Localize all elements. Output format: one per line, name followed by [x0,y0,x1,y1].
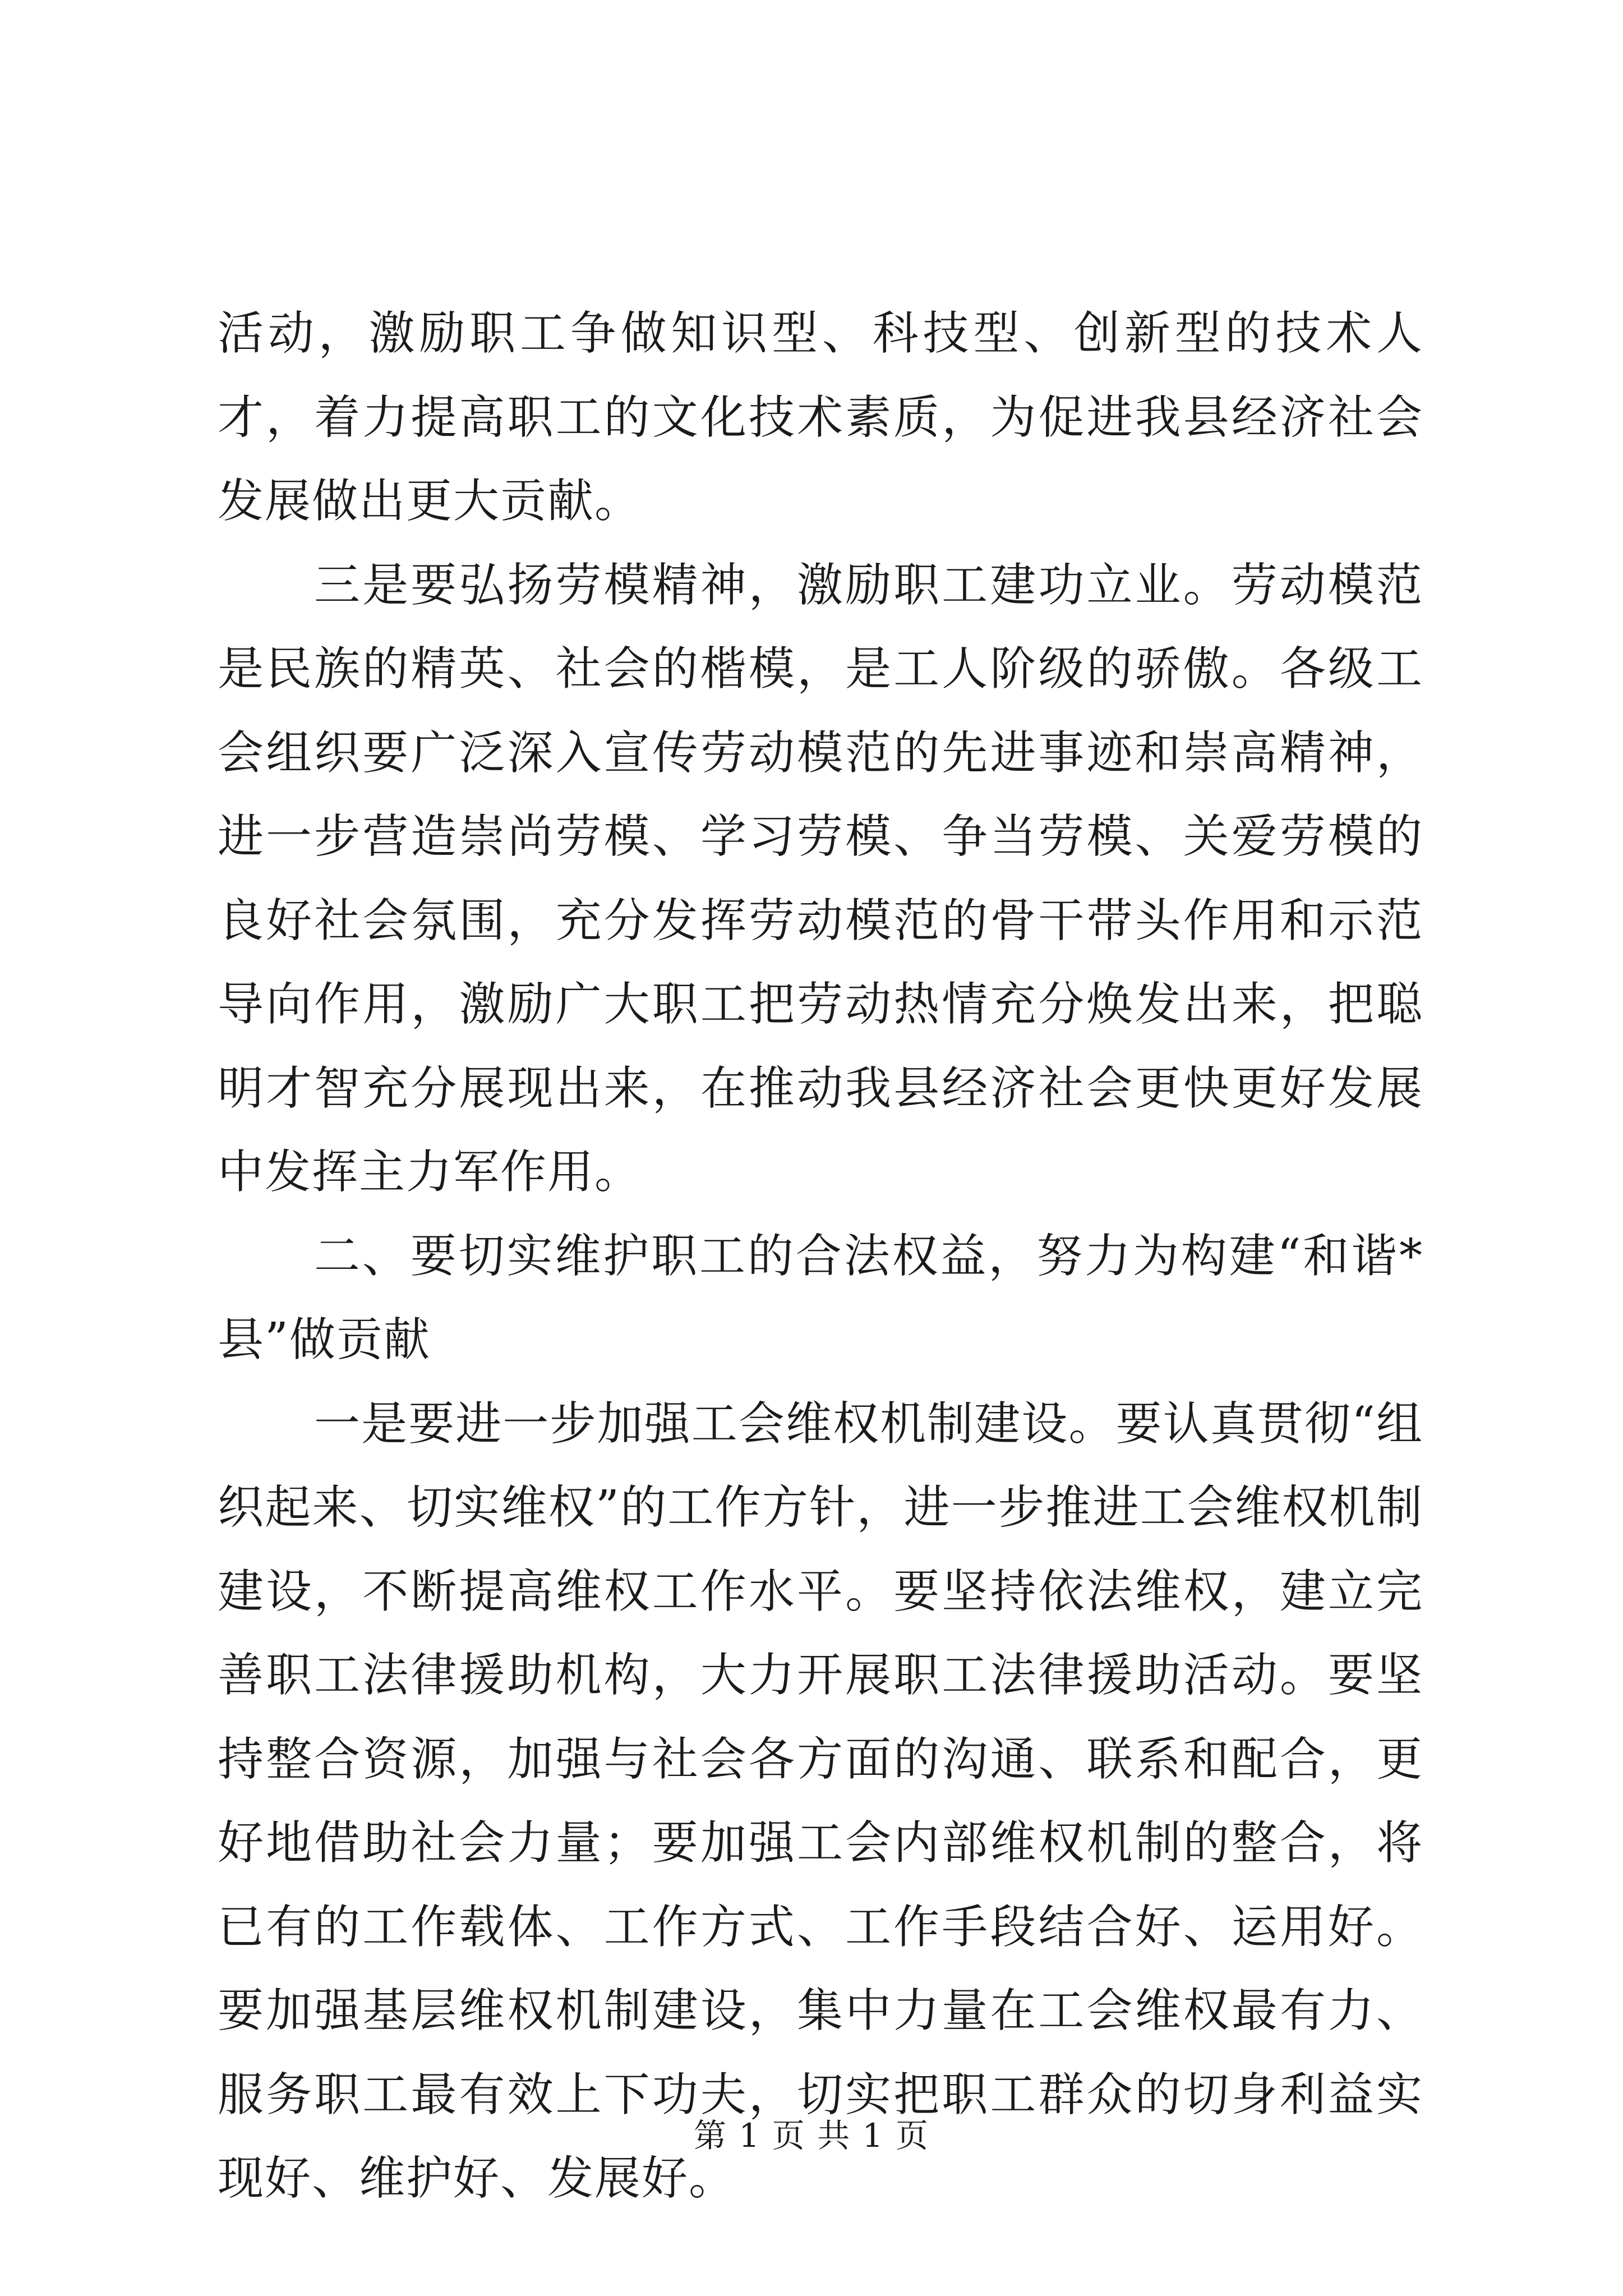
paragraph-model-workers: 三是要弘扬劳模精神，激励职工建功立业。劳动模范是民族的精英、社会的楷模，是工人阶级的骄傲。各级工会组织要广泛深入宣传劳动模范的先进事迹和崇高精神，进一步营造崇尚劳模、学习劳模、争当劳模、关爱劳模的良好社会氛围，充分发挥劳动模范的骨干带头作用和示范导向作用，激励广大职工把劳动热情充分焕发出来，把聪明才智充分展现出来，在推动我县经济社会更快更好发展中发挥主力军作用。 [218,558,1423,1199]
paragraph-rights-mechanism: 一是要进一步加强工会维权机制建设。要认真贯彻“组织起来、切实维权”的工作方针，进一步推进工会维权机制建设，不断提高维权工作水平。要坚持依法维权，建立完善职工法律援助机构，大力开展职工法律援助活动。要坚持整合资源，加强与社会各方面的沟通、联系和配合，更好地借助社会力量；要加强工会内部维权机制的整合，将已有的工作载体、工作方式、工作手段结合好、运用好。要加强基层维权机制建设，集中力量在工会维权最有力、服务职工最有效上下功夫，切实把职工群众的切身利益实现好、维护好、发展好。 [218,1397,1423,2205]
section-heading-two: 二、要切实维护职工的合法权益，努力为构建“和谐*县”做贡献 [218,1229,1423,1366]
document-body [218,292,1423,2221]
page-footer: 第 1 页 共 1 页 [694,2116,929,2155]
paragraph-continuation: 活动，激励职工争做知识型、科技型、创新型的技术人才，着力提高职工的文化技术素质，为促进我县经济社会发展做出更大贡献。 [218,307,1423,528]
